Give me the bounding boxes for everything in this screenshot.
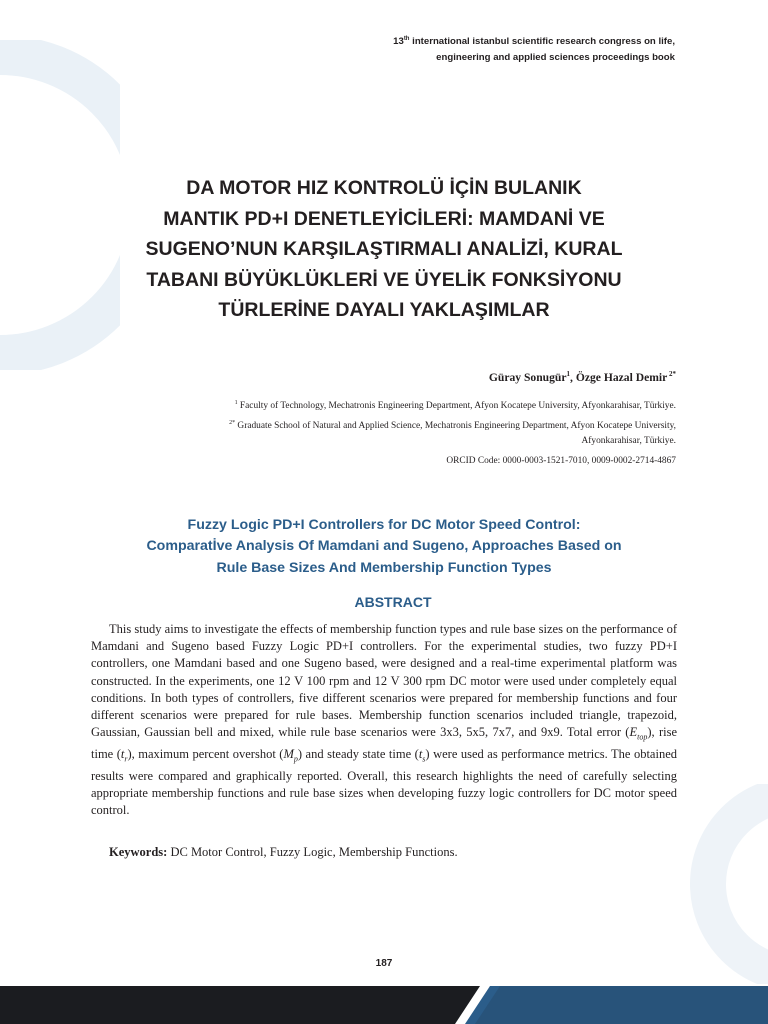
header-line-2: engineering and applied sciences proceedings book <box>436 52 675 63</box>
en-title-line: Rule Base Sizes And Membership Function Types <box>216 559 552 576</box>
math-symbol: E <box>629 725 638 740</box>
running-header <box>255 31 675 66</box>
title-line: TÜRLERİNE DAYALI YAKLAŞIMLAR <box>218 299 550 322</box>
math-symbol: M <box>283 746 294 761</box>
affiliation-1: $^1$ Faculty of Technology, Mechatronis Engineering Department, Afyon Kocatepe University, Afyonkarahisar, Türkiye. <box>234 400 676 411</box>
keywords <box>109 845 669 860</box>
orcid-codes: ORCID Code: 0000-0003-1521-7010, 0009-0002-2714-4867 <box>446 456 676 466</box>
paper-title-english <box>90 515 678 579</box>
en-title-line: Comparatİve Analysis Of Mamdani and Sugeno, Approaches Based on <box>146 538 622 555</box>
title-line: SUGENO’NUN KARŞILAŞTIRMALI ANALİZİ, KURAL <box>145 238 623 261</box>
author-list: Güray Sonugür$^1$, Özge Hazal Demir $^{2*}$ <box>488 370 676 384</box>
abstract-body: This study aims to investigate the effects of membership function types and rule base sizes on the performance of Mamdani and Sugeno based Fuzzy Logic PD+I controllers. For the experimental studies, two fuzzy PD+I controllers, one Mamdani based and one Sugeno based, were designed and a real-time experimental platform was constructed. In the experiments, one 12 V 100 rpm and 12 V 300 rpm DC motor were used under completely equal conditions. In both types of controllers, five different scenarios were prepared for membership functions and four different scenarios were prepared for rule bases. Membership function scenarios included triangle, trapezoid, Gaussian, Gaussian bell and mixed, while rule base scenarios were 3x3, 5x5, 7x7, and 9x9. Total error $(E_{top})$, rise time $(t_r)$, maximum percent overshot $(M_p)$ and steady state time $(t_s)$ were used as performance metrics. The obtained results were compared and graphically reported. Overall, this research highlights the need of carefully selecting appropriate membership functions and rule base sizes when developing fuzzy logic controllers for DC motor speed control. <box>91 622 678 818</box>
en-title-line: Fuzzy Logic PD+I Controllers for DC Motor Speed Control: <box>187 517 581 533</box>
paper-title-turkish <box>60 173 708 326</box>
page-number: 187 <box>375 958 393 969</box>
affiliation-2: $^{2*}$ Graduate School of Natural and Applied Science, Mechatronis Engineering Department, Afyon Kocatepe University, Afyonkarahisar, Türkiye. <box>229 420 676 446</box>
footer-band <box>0 986 768 1024</box>
keywords-text: DC Motor Control, Fuzzy Logic, Membership Functions. <box>167 845 458 859</box>
math-symbol: t <box>120 746 125 761</box>
title-line: MANTIK PD+I DENETLEYİCİLERİ: MAMDANİ VE <box>163 207 605 230</box>
math-symbol: t <box>418 746 423 761</box>
title-line: TABANI BÜYÜKLÜKLERİ VE ÜYELİK FONKSİYONU <box>146 268 622 291</box>
keywords-label: Keywords: <box>109 845 168 859</box>
header-line-1: 13th international istanbul scientific research congress on life, <box>393 36 675 47</box>
abstract-heading: ABSTRACT <box>354 594 432 610</box>
title-line: DA MOTOR HIZ KONTROLÜ İÇİN BULANIK <box>186 177 582 199</box>
